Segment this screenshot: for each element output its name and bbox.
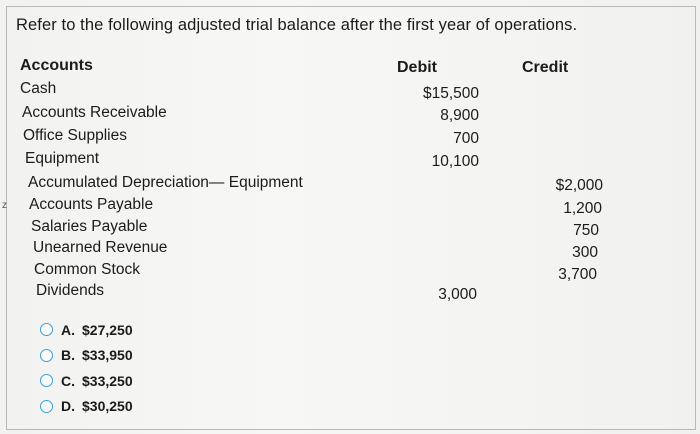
debit-value: 3,000 (438, 286, 477, 303)
option-letter: A. (61, 321, 75, 338)
radio-circle-icon[interactable] (40, 323, 53, 336)
account-name: Accumulated Depreciation— Equipment (28, 174, 303, 191)
option-d[interactable] (40, 394, 133, 420)
account-name: Unearned Revenue (33, 239, 168, 256)
radio-circle-icon[interactable] (40, 400, 53, 413)
option-letter: B. (61, 347, 75, 364)
credit-value: 300 (572, 244, 598, 261)
account-name: Dividends (36, 282, 105, 299)
margin-mark: z (2, 200, 7, 211)
credit-value: $2,000 (555, 177, 603, 194)
option-letter: C. (61, 372, 75, 389)
option-letter: D. (61, 398, 75, 415)
credit-header: Credit (522, 59, 569, 76)
radio-circle-icon[interactable] (40, 349, 53, 362)
debit-value: 10,100 (431, 153, 479, 170)
credit-value: 750 (573, 222, 599, 239)
credit-value: 1,200 (563, 200, 602, 217)
option-value: $33,250 (82, 372, 133, 389)
debit-value: 8,900 (440, 107, 479, 124)
answer-options (40, 317, 133, 419)
account-name: Equipment (25, 150, 100, 167)
account-name: Cash (20, 80, 57, 97)
option-value: $30,250 (82, 398, 133, 415)
account-name: Salaries Payable (31, 218, 148, 235)
question-text: Refer to the following adjusted trial balance after the first year of operations. (16, 16, 578, 34)
option-value: $33,950 (82, 347, 133, 364)
account-name: Accounts Payable (29, 196, 154, 213)
debit-value: 700 (453, 130, 479, 147)
option-value: $27,250 (82, 321, 133, 338)
debit-value: $15,500 (422, 85, 479, 102)
account-name: Common Stock (34, 261, 140, 278)
account-name: Office Supplies (23, 127, 127, 144)
option-b[interactable] (40, 343, 133, 369)
accounts-header: Accounts (20, 57, 93, 74)
option-a[interactable] (40, 317, 133, 343)
debit-header: Debit (397, 59, 437, 76)
credit-value: 3,700 (558, 266, 597, 283)
option-c[interactable] (40, 368, 133, 394)
radio-circle-icon[interactable] (40, 374, 53, 387)
account-name: Accounts Receivable (22, 104, 167, 121)
